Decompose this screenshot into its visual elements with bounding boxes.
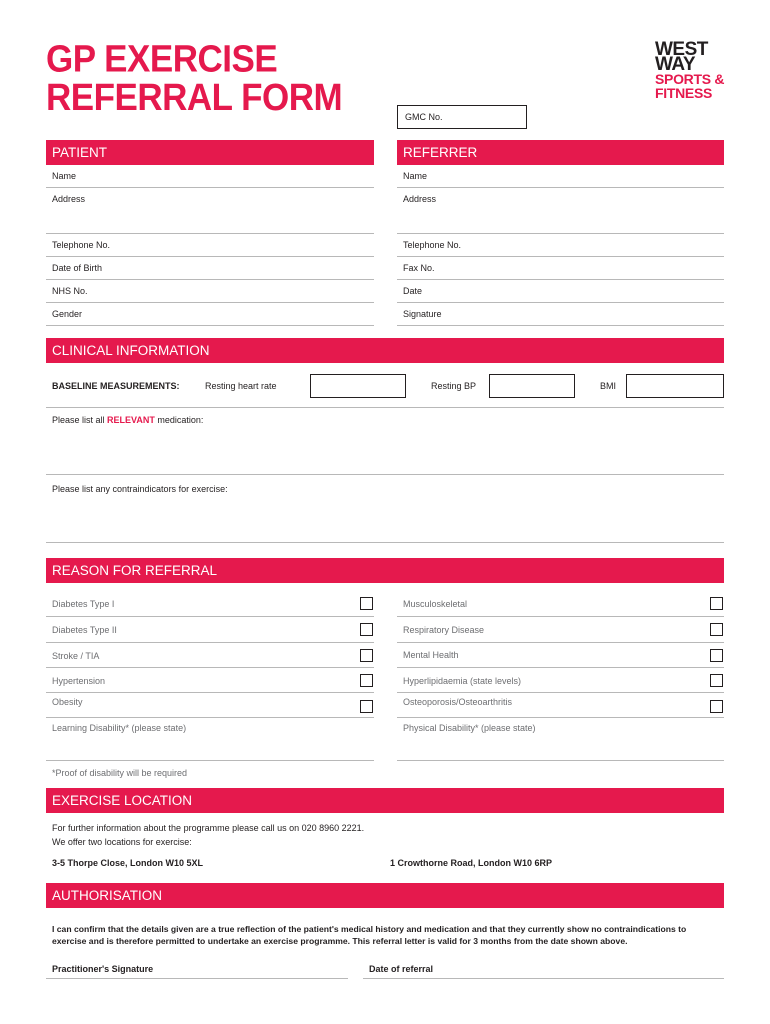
hypertension-label: Hypertension — [52, 676, 106, 686]
referrer-telephone-field[interactable] — [397, 234, 724, 257]
location-address-2: 1 Crowthorne Road, London W10 6RP — [390, 858, 553, 868]
divider — [397, 717, 724, 718]
clinical-heading — [46, 338, 724, 363]
location-heading — [46, 788, 724, 813]
diabetes-type-1-checkbox[interactable] — [360, 597, 373, 610]
title-line-2: REFERRAL FORM — [46, 76, 343, 119]
signature-field[interactable] — [46, 978, 348, 979]
field-label: Telephone No. — [52, 240, 111, 250]
learning-disability-field[interactable] — [46, 737, 374, 761]
hypertension-checkbox[interactable] — [360, 674, 373, 687]
location-address-1: 3-5 Thorpe Close, London W10 5XL — [52, 858, 204, 868]
patient-name-field[interactable] — [46, 165, 374, 188]
referrer-name-field[interactable] — [397, 165, 724, 188]
patient-heading-text: PATIENT — [52, 145, 108, 160]
field-label: Address — [52, 194, 86, 204]
diabetes-type-2-label: Diabetes Type II — [52, 625, 117, 635]
divider — [46, 407, 724, 408]
patient-fields — [46, 165, 374, 326]
logo-line-4: FITNESS — [655, 85, 713, 101]
disability-footnote: *Proof of disability will be required — [52, 768, 188, 778]
referrer-address-field[interactable] — [397, 188, 724, 234]
physical-disability-label: Physical Disability* (please state) — [403, 723, 536, 733]
divider — [397, 667, 724, 668]
contraindicators-field[interactable] — [46, 498, 724, 543]
logo-line-2: WAY — [655, 54, 696, 75]
patient-address-field[interactable] — [46, 188, 374, 234]
medication-prefix: Please list all — [52, 415, 108, 425]
date-of-referral-field[interactable] — [363, 978, 724, 979]
divider — [46, 642, 374, 643]
divider — [46, 692, 374, 693]
physical-disability-field[interactable] — [397, 737, 724, 761]
divider — [397, 692, 724, 693]
learning-disability-label: Learning Disability* (please state) — [52, 723, 187, 733]
field-label: Date — [403, 286, 423, 296]
stroke-tia-label: Stroke / TIA — [52, 651, 100, 661]
referrer-heading-text: REFERRER — [403, 145, 478, 160]
title-line-1: GP EXERCISE — [46, 37, 278, 80]
field-label: Fax No. — [403, 263, 435, 273]
respiratory-disease-checkbox[interactable] — [710, 623, 723, 636]
respiratory-disease-label: Respiratory Disease — [403, 625, 485, 635]
logo-line-3: SPORTS & — [655, 71, 725, 87]
referrer-signature-field[interactable] — [397, 303, 724, 326]
clinical-heading-text: CLINICAL INFORMATION — [52, 343, 210, 358]
reason-heading — [46, 558, 724, 583]
authorisation-text-line-2: exercise and is therefore permitted to undertake an exercise programme. This referral letter is valid for 3 months from the date shown above. — [52, 936, 628, 946]
baseline-label: BASELINE MEASUREMENTS: — [52, 381, 180, 391]
authorisation-text-line-1: I can confirm that the details given are a true reflection of the patient's medical history and medication and that they currently show no contraindications to — [52, 924, 687, 934]
field-label: Signature — [403, 309, 442, 319]
gmc-number-field[interactable] — [397, 105, 527, 129]
field-label: Name — [403, 171, 428, 181]
reason-heading-text: REASON FOR REFERRAL — [52, 563, 218, 578]
stroke-tia-checkbox[interactable] — [360, 649, 373, 662]
medication-suffix: medication: — [154, 415, 204, 425]
hyperlipidaemia-checkbox[interactable] — [710, 674, 723, 687]
gmc-label: GMC No. — [405, 112, 443, 122]
medication-field[interactable] — [46, 430, 724, 475]
obesity-checkbox[interactable] — [360, 700, 373, 713]
diabetes-type-2-checkbox[interactable] — [360, 623, 373, 636]
osteoporosis-label: Osteoporosis/Osteoarthritis — [403, 697, 513, 707]
form-title — [46, 37, 343, 119]
location-info-line-2: We offer two locations for exercise: — [52, 837, 192, 847]
medication-label — [52, 415, 203, 425]
referrer-fax-field[interactable] — [397, 257, 724, 280]
location-heading-text: EXERCISE LOCATION — [52, 793, 193, 808]
divider — [397, 616, 724, 617]
bmi-label: BMI — [600, 381, 617, 391]
medication-highlight: RELEVANT — [107, 415, 155, 425]
field-label: Telephone No. — [403, 240, 462, 250]
bmi-input[interactable] — [626, 374, 724, 398]
authorisation-heading — [46, 883, 724, 908]
field-label: Address — [403, 194, 437, 204]
location-info-line-1: For further information about the programme please call us on 020 8960 2221. — [52, 823, 365, 833]
divider — [46, 616, 374, 617]
referrer-heading — [397, 140, 724, 165]
patient-gender-field[interactable] — [46, 303, 374, 326]
referrer-fields — [397, 165, 724, 326]
contraindicators-label: Please list any contraindicators for exercise: — [52, 484, 228, 494]
referrer-date-field[interactable] — [397, 280, 724, 303]
divider — [46, 667, 374, 668]
patient-nhs-field[interactable] — [46, 280, 374, 303]
patient-dob-field[interactable] — [46, 257, 374, 280]
divider — [397, 642, 724, 643]
mental-health-checkbox[interactable] — [710, 649, 723, 662]
musculoskeletal-label: Musculoskeletal — [403, 599, 468, 609]
bp-label: Resting BP — [431, 381, 477, 391]
heart-rate-label: Resting heart rate — [205, 381, 277, 391]
patient-heading — [46, 140, 374, 165]
field-label: Gender — [52, 309, 83, 319]
bp-input[interactable] — [489, 374, 575, 398]
obesity-label: Obesity — [52, 697, 83, 707]
musculoskeletal-checkbox[interactable] — [710, 597, 723, 610]
logo-line-1: WEST — [655, 39, 708, 60]
field-label: NHS No. — [52, 286, 88, 296]
diabetes-type-1-label: Diabetes Type I — [52, 599, 115, 609]
patient-telephone-field[interactable] — [46, 234, 374, 257]
osteoporosis-checkbox[interactable] — [710, 700, 723, 713]
mental-health-label: Mental Health — [403, 650, 459, 660]
hyperlipidaemia-label: Hyperlipidaemia (state levels) — [403, 676, 522, 686]
field-label: Date of Birth — [52, 263, 103, 273]
signature-label: Practitioner's Signature — [52, 964, 154, 974]
heart-rate-input[interactable] — [310, 374, 406, 398]
date-of-referral-label: Date of referral — [369, 964, 434, 974]
authorisation-heading-text: AUTHORISATION — [52, 888, 163, 903]
westway-logo — [655, 39, 725, 101]
field-label: Name — [52, 171, 77, 181]
divider — [46, 717, 374, 718]
